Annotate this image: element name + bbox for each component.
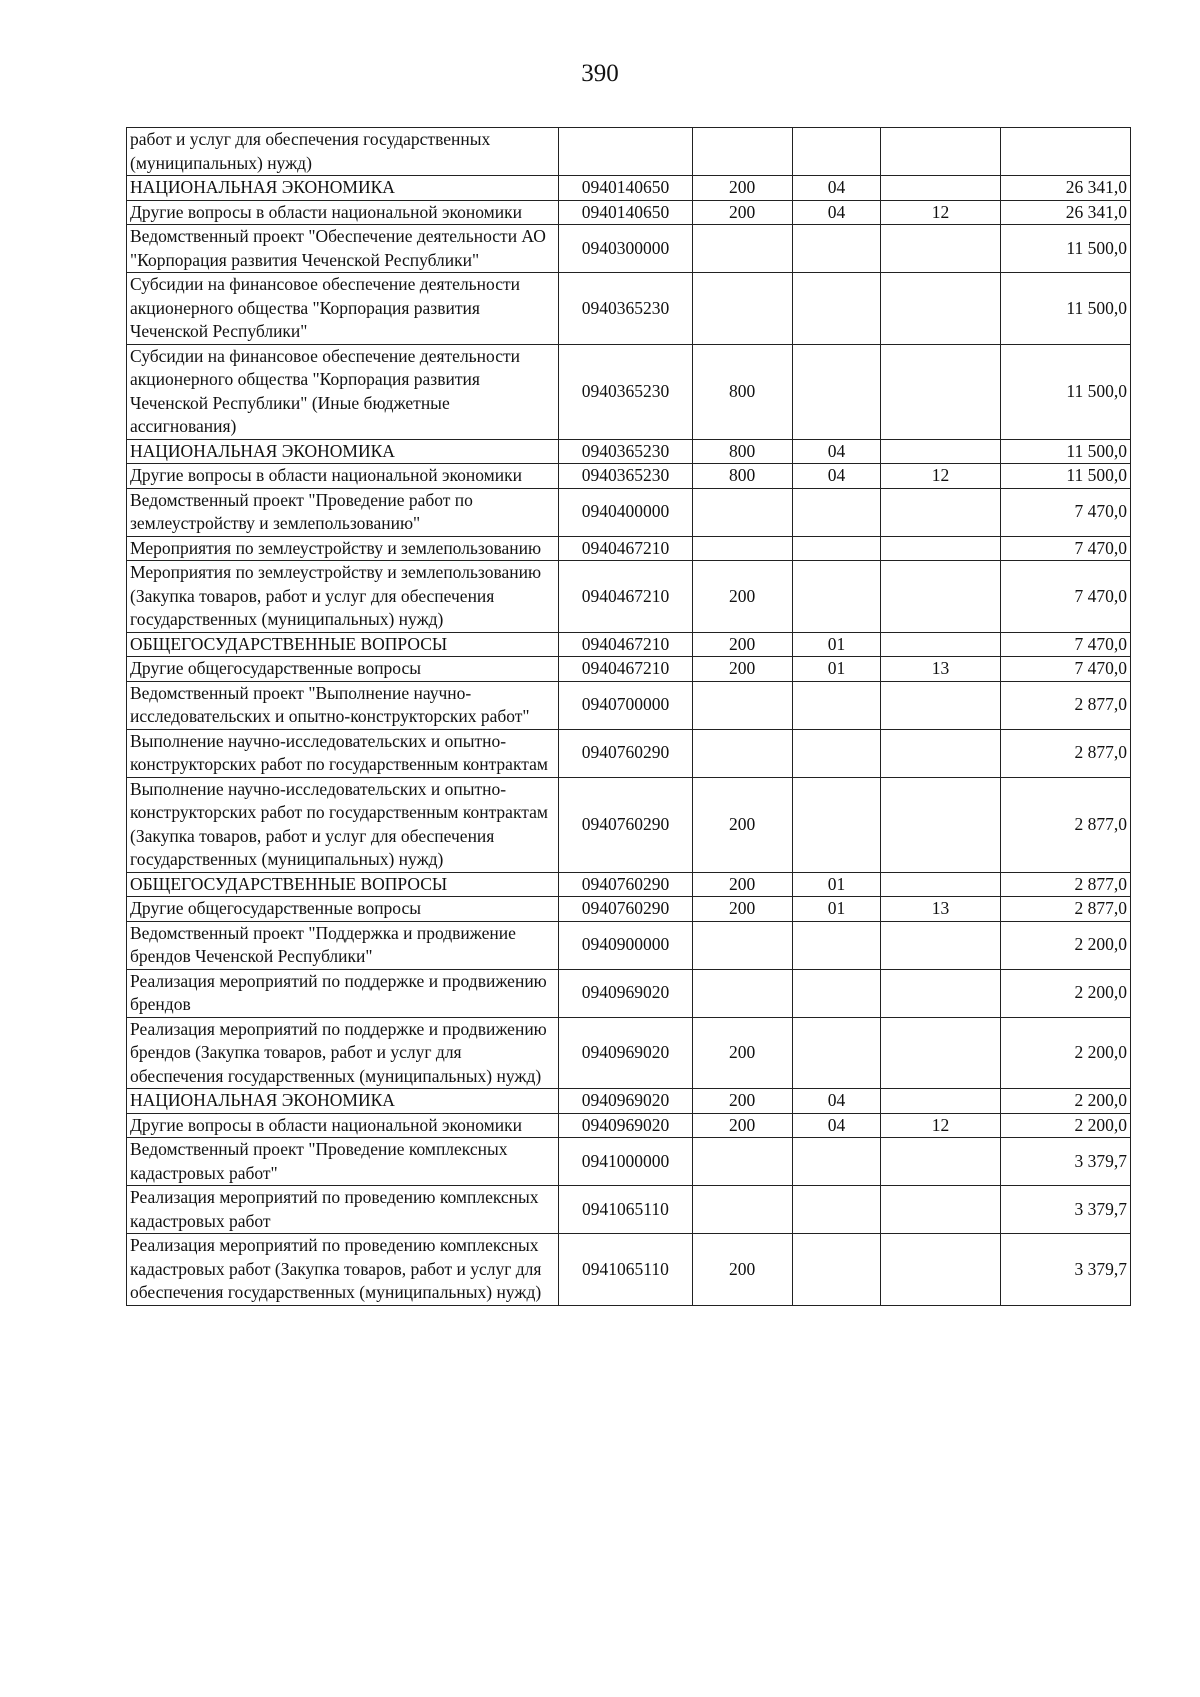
expense-type-cell: 200 xyxy=(692,657,792,682)
table-row xyxy=(127,273,1131,345)
budget-table xyxy=(126,127,1131,1306)
expense-type-cell: 200 xyxy=(692,632,792,657)
table-row xyxy=(127,200,1131,225)
section-cell: 04 xyxy=(792,1089,881,1114)
budget-table-body xyxy=(127,128,1131,1306)
subsection-cell xyxy=(881,632,1000,657)
section-cell xyxy=(792,344,881,439)
section-cell xyxy=(792,488,881,536)
amount-cell: 26 341,0 xyxy=(1000,176,1130,201)
table-row xyxy=(127,921,1131,969)
table-row xyxy=(127,536,1131,561)
target-article-cell: 0940467210 xyxy=(559,657,692,682)
section-cell xyxy=(792,969,881,1017)
item-name-cell: НАЦИОНАЛЬНАЯ ЭКОНОМИКА xyxy=(127,176,559,201)
item-name-cell: работ и услуг для обеспечения государственных (муниципальных) нужд) xyxy=(127,128,559,176)
target-article-cell: 0940140650 xyxy=(559,176,692,201)
target-article-cell: 0940700000 xyxy=(559,681,692,729)
item-name-cell: Мероприятия по землеустройству и землепользованию (Закупка товаров, работ и услуг для обеспечения государственных (муниципальных) нужд) xyxy=(127,561,559,633)
table-row xyxy=(127,176,1131,201)
subsection-cell xyxy=(881,273,1000,345)
expense-type-cell xyxy=(692,225,792,273)
amount-cell: 2 200,0 xyxy=(1000,1113,1130,1138)
amount-cell: 2 200,0 xyxy=(1000,1089,1130,1114)
item-name-cell: Другие общегосударственные вопросы xyxy=(127,897,559,922)
amount-cell: 11 500,0 xyxy=(1000,344,1130,439)
subsection-cell xyxy=(881,561,1000,633)
item-name-cell: Ведомственный проект "Проведение работ по землеустройству и землепользованию" xyxy=(127,488,559,536)
expense-type-cell xyxy=(692,273,792,345)
section-cell: 04 xyxy=(792,439,881,464)
item-name-cell: Реализация мероприятий по проведению комплексных кадастровых работ (Закупка товаров, работ и услуг для обеспечения государственных (муниципальных) нужд) xyxy=(127,1234,559,1306)
item-name-cell: ОБЩЕГОСУДАРСТВЕННЫЕ ВОПРОСЫ xyxy=(127,872,559,897)
section-cell xyxy=(792,128,881,176)
expense-type-cell: 800 xyxy=(692,439,792,464)
expense-type-cell: 800 xyxy=(692,464,792,489)
subsection-cell xyxy=(881,344,1000,439)
section-cell xyxy=(792,1234,881,1306)
item-name-cell: Выполнение научно-исследовательских и опытно-конструкторских работ по государственным контрактам xyxy=(127,729,559,777)
amount-cell: 3 379,7 xyxy=(1000,1138,1130,1186)
target-article-cell: 0940760290 xyxy=(559,872,692,897)
section-cell xyxy=(792,273,881,345)
table-row xyxy=(127,1089,1131,1114)
expense-type-cell: 200 xyxy=(692,1017,792,1089)
amount-cell: 7 470,0 xyxy=(1000,632,1130,657)
item-name-cell: Ведомственный проект "Поддержка и продвижение брендов Чеченской Республики" xyxy=(127,921,559,969)
target-article-cell: 0940467210 xyxy=(559,536,692,561)
expense-type-cell: 200 xyxy=(692,200,792,225)
target-article-cell: 0940760290 xyxy=(559,777,692,872)
section-cell xyxy=(792,729,881,777)
section-cell: 04 xyxy=(792,464,881,489)
subsection-cell xyxy=(881,488,1000,536)
item-name-cell: Реализация мероприятий по поддержке и продвижению брендов (Закупка товаров, работ и услуг для обеспечения государственных (муниципальных) нужд) xyxy=(127,1017,559,1089)
expense-type-cell xyxy=(692,488,792,536)
amount-cell: 2 200,0 xyxy=(1000,969,1130,1017)
section-cell xyxy=(792,1017,881,1089)
table-row xyxy=(127,464,1131,489)
item-name-cell: Другие вопросы в области национальной экономики xyxy=(127,200,559,225)
amount-cell: 11 500,0 xyxy=(1000,439,1130,464)
item-name-cell: НАЦИОНАЛЬНАЯ ЭКОНОМИКА xyxy=(127,1089,559,1114)
expense-type-cell: 200 xyxy=(692,1113,792,1138)
table-row xyxy=(127,225,1131,273)
target-article-cell: 0940900000 xyxy=(559,921,692,969)
expense-type-cell: 200 xyxy=(692,176,792,201)
section-cell xyxy=(792,561,881,633)
amount-cell: 2 877,0 xyxy=(1000,681,1130,729)
expense-type-cell: 200 xyxy=(692,561,792,633)
amount-cell: 11 500,0 xyxy=(1000,464,1130,489)
table-row xyxy=(127,897,1131,922)
target-article-cell: 0940969020 xyxy=(559,1017,692,1089)
target-article-cell: 0940140650 xyxy=(559,200,692,225)
subsection-cell: 12 xyxy=(881,464,1000,489)
subsection-cell xyxy=(881,128,1000,176)
target-article-cell: 0940300000 xyxy=(559,225,692,273)
amount-cell: 2 200,0 xyxy=(1000,1017,1130,1089)
item-name-cell: Реализация мероприятий по поддержке и продвижению брендов xyxy=(127,969,559,1017)
expense-type-cell: 800 xyxy=(692,344,792,439)
item-name-cell: Субсидии на финансовое обеспечение деятельности акционерного общества "Корпорация развития Чеченской Республики" xyxy=(127,273,559,345)
subsection-cell: 13 xyxy=(881,657,1000,682)
subsection-cell xyxy=(881,176,1000,201)
section-cell: 01 xyxy=(792,657,881,682)
item-name-cell: Ведомственный проект "Выполнение научно-исследовательских и опытно-конструкторских работ" xyxy=(127,681,559,729)
expense-type-cell xyxy=(692,681,792,729)
table-row xyxy=(127,1017,1131,1089)
section-cell: 01 xyxy=(792,872,881,897)
amount-cell: 11 500,0 xyxy=(1000,225,1130,273)
expense-type-cell xyxy=(692,729,792,777)
table-row xyxy=(127,561,1131,633)
expense-type-cell xyxy=(692,128,792,176)
subsection-cell: 12 xyxy=(881,200,1000,225)
item-name-cell: Другие вопросы в области национальной экономики xyxy=(127,464,559,489)
amount-cell: 2 877,0 xyxy=(1000,872,1130,897)
expense-type-cell xyxy=(692,969,792,1017)
amount-cell: 2 877,0 xyxy=(1000,729,1130,777)
amount-cell: 3 379,7 xyxy=(1000,1234,1130,1306)
table-row xyxy=(127,632,1131,657)
subsection-cell xyxy=(881,536,1000,561)
item-name-cell: Реализация мероприятий по проведению комплексных кадастровых работ xyxy=(127,1186,559,1234)
expense-type-cell: 200 xyxy=(692,897,792,922)
section-cell: 01 xyxy=(792,632,881,657)
subsection-cell xyxy=(881,921,1000,969)
item-name-cell: Ведомственный проект "Обеспечение деятельности АО "Корпорация развития Чеченской Республики" xyxy=(127,225,559,273)
amount-cell: 26 341,0 xyxy=(1000,200,1130,225)
subsection-cell: 12 xyxy=(881,1113,1000,1138)
expense-type-cell: 200 xyxy=(692,777,792,872)
item-name-cell: Другие вопросы в области национальной экономики xyxy=(127,1113,559,1138)
target-article-cell: 0941065110 xyxy=(559,1234,692,1306)
table-row xyxy=(127,681,1131,729)
expense-type-cell xyxy=(692,1138,792,1186)
table-row xyxy=(127,1186,1131,1234)
item-name-cell: ОБЩЕГОСУДАРСТВЕННЫЕ ВОПРОСЫ xyxy=(127,632,559,657)
subsection-cell xyxy=(881,1089,1000,1114)
amount-cell: 7 470,0 xyxy=(1000,657,1130,682)
table-row xyxy=(127,344,1131,439)
table-row xyxy=(127,657,1131,682)
section-cell: 04 xyxy=(792,176,881,201)
table-row xyxy=(127,1234,1131,1306)
target-article-cell: 0940467210 xyxy=(559,561,692,633)
subsection-cell xyxy=(881,439,1000,464)
amount-cell: 3 379,7 xyxy=(1000,1186,1130,1234)
section-cell xyxy=(792,1186,881,1234)
table-row xyxy=(127,488,1131,536)
target-article-cell: 0940760290 xyxy=(559,729,692,777)
expense-type-cell: 200 xyxy=(692,1089,792,1114)
target-article-cell: 0940969020 xyxy=(559,1089,692,1114)
item-name-cell: Субсидии на финансовое обеспечение деятельности акционерного общества "Корпорация развития Чеченской Республики" (Иные бюджетные ассигнования) xyxy=(127,344,559,439)
amount-cell: 2 200,0 xyxy=(1000,921,1130,969)
table-row xyxy=(127,777,1131,872)
subsection-cell xyxy=(881,872,1000,897)
table-row xyxy=(127,1138,1131,1186)
section-cell: 01 xyxy=(792,897,881,922)
target-article-cell: 0940365230 xyxy=(559,464,692,489)
section-cell xyxy=(792,1138,881,1186)
section-cell xyxy=(792,681,881,729)
amount-cell: 7 470,0 xyxy=(1000,561,1130,633)
section-cell xyxy=(792,536,881,561)
subsection-cell: 13 xyxy=(881,897,1000,922)
expense-type-cell: 200 xyxy=(692,1234,792,1306)
item-name-cell: НАЦИОНАЛЬНАЯ ЭКОНОМИКА xyxy=(127,439,559,464)
expense-type-cell: 200 xyxy=(692,872,792,897)
table-row xyxy=(127,872,1131,897)
amount-cell xyxy=(1000,128,1130,176)
target-article-cell: 0940969020 xyxy=(559,1113,692,1138)
target-article-cell: 0940969020 xyxy=(559,969,692,1017)
table-row xyxy=(127,1113,1131,1138)
target-article-cell xyxy=(559,128,692,176)
subsection-cell xyxy=(881,1017,1000,1089)
subsection-cell xyxy=(881,681,1000,729)
table-row xyxy=(127,729,1131,777)
amount-cell: 7 470,0 xyxy=(1000,488,1130,536)
expense-type-cell xyxy=(692,536,792,561)
target-article-cell: 0941000000 xyxy=(559,1138,692,1186)
section-cell xyxy=(792,777,881,872)
page-number: 390 xyxy=(581,60,619,87)
target-article-cell: 0940467210 xyxy=(559,632,692,657)
item-name-cell: Другие общегосударственные вопросы xyxy=(127,657,559,682)
section-cell xyxy=(792,921,881,969)
item-name-cell: Ведомственный проект "Проведение комплексных кадастровых работ" xyxy=(127,1138,559,1186)
expense-type-cell xyxy=(692,921,792,969)
target-article-cell: 0940365230 xyxy=(559,439,692,464)
subsection-cell xyxy=(881,969,1000,1017)
amount-cell: 7 470,0 xyxy=(1000,536,1130,561)
item-name-cell: Выполнение научно-исследовательских и опытно-конструкторских работ по государственным контрактам (Закупка товаров, работ и услуг для обеспечения государственных (муниципальных) нужд) xyxy=(127,777,559,872)
table-row xyxy=(127,128,1131,176)
subsection-cell xyxy=(881,1234,1000,1306)
subsection-cell xyxy=(881,777,1000,872)
subsection-cell xyxy=(881,1138,1000,1186)
table-row xyxy=(127,969,1131,1017)
target-article-cell: 0940365230 xyxy=(559,344,692,439)
expense-type-cell xyxy=(692,1186,792,1234)
amount-cell: 2 877,0 xyxy=(1000,777,1130,872)
amount-cell: 2 877,0 xyxy=(1000,897,1130,922)
section-cell xyxy=(792,225,881,273)
target-article-cell: 0940365230 xyxy=(559,273,692,345)
target-article-cell: 0940400000 xyxy=(559,488,692,536)
section-cell: 04 xyxy=(792,1113,881,1138)
subsection-cell xyxy=(881,729,1000,777)
subsection-cell xyxy=(881,225,1000,273)
target-article-cell: 0940760290 xyxy=(559,897,692,922)
item-name-cell: Мероприятия по землеустройству и землепользованию xyxy=(127,536,559,561)
subsection-cell xyxy=(881,1186,1000,1234)
amount-cell: 11 500,0 xyxy=(1000,273,1130,345)
section-cell: 04 xyxy=(792,200,881,225)
target-article-cell: 0941065110 xyxy=(559,1186,692,1234)
table-row xyxy=(127,439,1131,464)
